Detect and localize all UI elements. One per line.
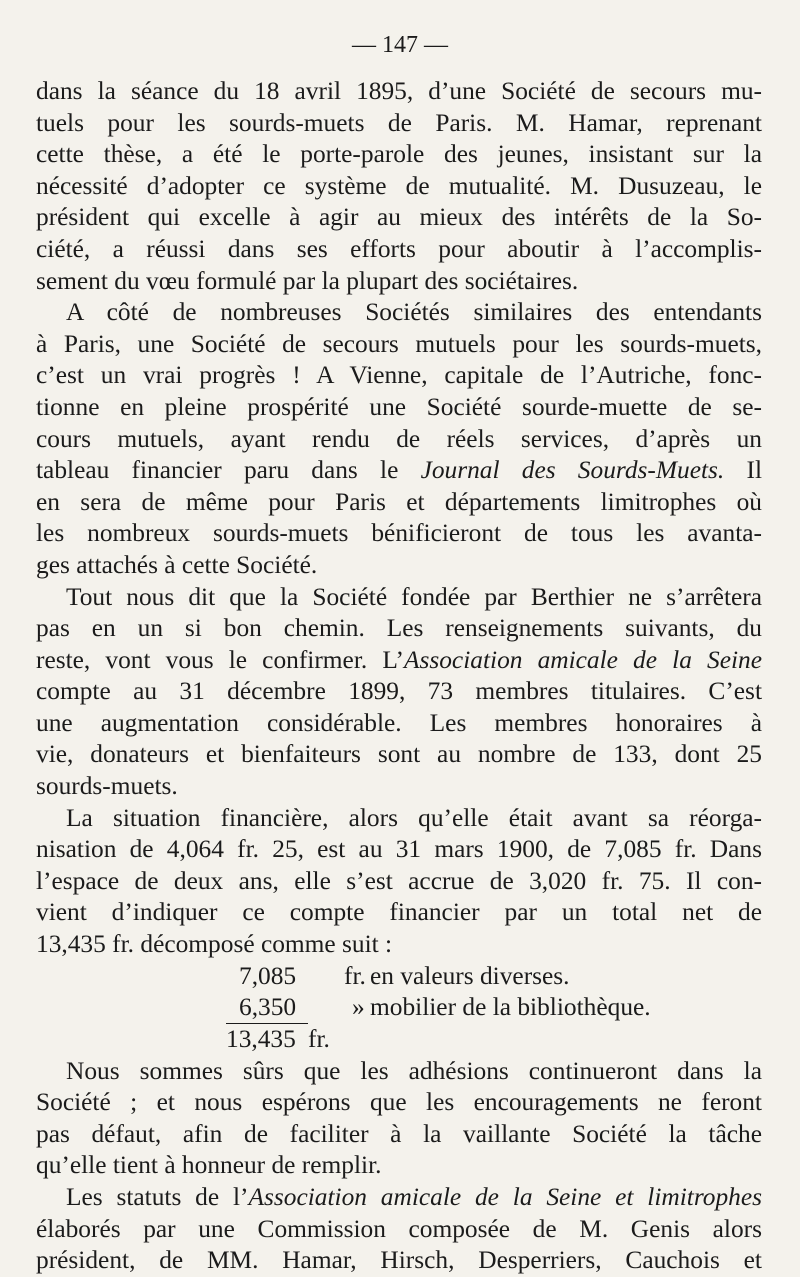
text-line: ges attachés à cette Société. [36, 550, 318, 579]
page-number: — 147 — [352, 32, 448, 58]
text-line: nécessité d’adopter ce système de mutualité. M. Dusuzeau, le [36, 171, 762, 200]
text-segment: reste, vont vous le confirmer. L’ [36, 645, 404, 674]
total-amount: 13,435 [226, 1024, 296, 1053]
unit: fr. [308, 1024, 330, 1053]
text-line: c’est un vrai progrès ! A Vienne, capitale de l’Autriche, fonc- [36, 361, 762, 390]
text-line: pas défaut, afin de faciliter à la vaillante Société la tâche [36, 1119, 762, 1148]
text-line: vient d’indiquer ce compte financier par un total net de [36, 898, 762, 927]
journal-title: Journal des Sourds-Muets. [420, 456, 725, 485]
unit: fr. [344, 961, 366, 990]
amount: 7,085 [239, 961, 297, 990]
text-line: en sera de même pour Paris et départements limitrophes où [36, 487, 762, 516]
text-line: élaborés par une Commission composée de M. Genis alors [36, 1214, 762, 1243]
text-line: président qui excelle à agir au mieux des intérêts de la So- [36, 203, 762, 232]
text-line: ciété, a réussi dans ses efforts pour aboutir à l’accomplis- [36, 234, 762, 263]
description: en valeurs diverses. [370, 961, 570, 990]
association-title: Association amicale de la Seine et limitrophes [248, 1183, 762, 1211]
text-segment: tableau financier paru dans le [36, 456, 399, 485]
text-line [36, 645, 762, 677]
unit: » [352, 993, 365, 1022]
text-line: compte au 31 décembre 1899, 73 membres titulaires. C’est [36, 677, 762, 706]
text-line: La situation financière, alors qu’elle était avant sa réorga- [66, 803, 762, 832]
text-line: nisation de 4,064 fr. 25, est au 31 mars 1900, de 7,085 fr. Dans [36, 835, 762, 864]
text-line: 13,435 fr. décomposé comme suit : [36, 930, 393, 959]
text-line: à Paris, une Société de secours mutuels pour les sourds-muets, [36, 329, 762, 358]
amount: 6,350 [239, 993, 297, 1022]
text-line: A côté de nombreuses Sociétés similaires des entendants [66, 298, 762, 327]
text-line: Tout nous dit que la Société fondée par Berthier ne s’arrêtera [66, 582, 762, 611]
text-line: sement du vœu formulé par la plupart des sociétaires. [36, 266, 579, 295]
text-line [36, 455, 762, 487]
text-segment: Il [746, 456, 762, 485]
association-title: Association amicale de la Seine [403, 645, 762, 674]
description: mobilier de la bibliothèque. [370, 993, 651, 1022]
text-line: qu’elle tient à honneur de remplir. [36, 1151, 382, 1180]
text-line [36, 1182, 762, 1214]
text-line: pas en un si bon chemin. Les renseignements suivants, du [36, 614, 762, 643]
text-line: dans la séance du 18 avril 1895, d’une Société de secours mu- [36, 77, 762, 105]
text-line: Nous sommes sûrs que les adhésions continueront dans la [66, 1056, 762, 1085]
text-line: vie, donateurs et bienfaiteurs sont au nombre de 133, dont 25 [36, 740, 762, 769]
text-line: Société ; et nous espérons que les encouragements ne feront [36, 1088, 762, 1117]
body-text [36, 76, 762, 1277]
text-line: sourds-muets. [36, 772, 178, 801]
text-line: cours mutuels, ayant rendu de réels services, d’après un [36, 424, 762, 453]
text-segment: Les statuts de l’ [66, 1183, 249, 1211]
text-line: cette thèse, a été le porte-parole des jeunes, insistant sur la [36, 140, 762, 169]
text-line: tionne en pleine prospérité une Société sourde-muette de se- [36, 392, 762, 421]
text-line: les nombreux sourds-muets bénificieront de tous les avanta- [36, 519, 762, 548]
text-line: président, de MM. Hamar, Hirsch, Desperriers, Cauchois et [36, 1246, 762, 1275]
text-line: une augmentation considérable. Les membres honoraires à [36, 708, 762, 737]
text-line: tuels pour les sourds-muets de Paris. M. Hamar, reprenant [36, 108, 762, 137]
text-line: l’espace de deux ans, elle s’est accrue de 3,020 fr. 75. Il con- [36, 866, 762, 895]
financial-breakdown [36, 961, 762, 1056]
